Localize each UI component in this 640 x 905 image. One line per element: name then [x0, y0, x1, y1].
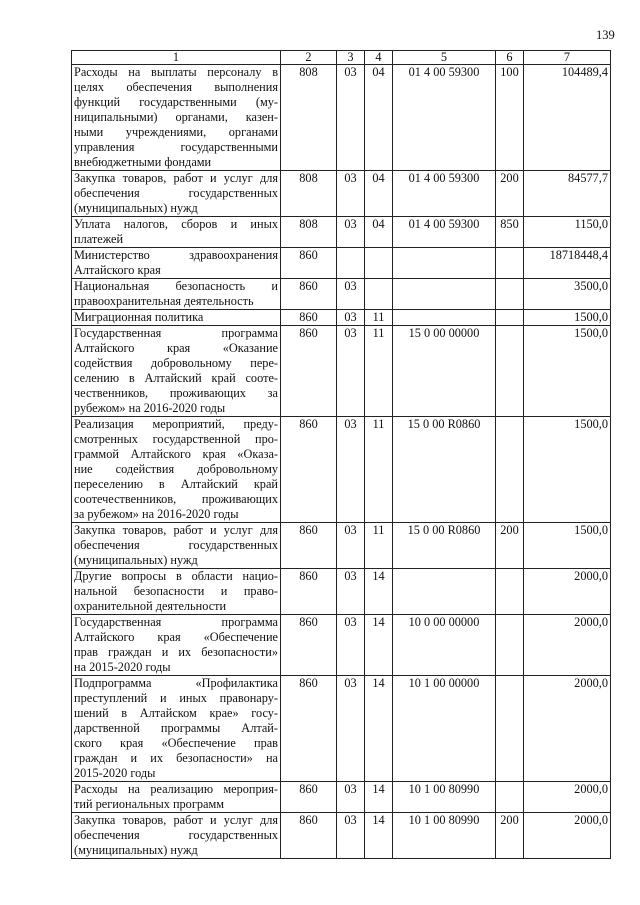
row-name-line: ние содействия добровольному: [74, 462, 278, 476]
row-name-cell: [72, 279, 281, 310]
row-name-line: Национальная безопасность и: [74, 279, 278, 293]
row-name-line: содействия добровольному пере-: [74, 356, 278, 370]
header-col-6: 6: [496, 51, 524, 65]
sum-cell: 1500,0: [524, 417, 611, 523]
vr-cell: [496, 310, 524, 326]
rz-cell: 03: [337, 523, 365, 569]
csr-cell: 10 1 00 00000: [393, 676, 496, 782]
vr-cell: 200: [496, 171, 524, 217]
csr-cell: 15 0 00 R0860: [393, 417, 496, 523]
row-name-line: Миграционная политика: [74, 310, 204, 324]
rz-cell: 03: [337, 310, 365, 326]
row-name-line: Алтайского края: [74, 263, 161, 277]
vr-cell: [496, 676, 524, 782]
ved-cell: 808: [281, 217, 337, 248]
csr-cell: 01 4 00 59300: [393, 217, 496, 248]
pr-cell: 14: [365, 676, 393, 782]
csr-cell: 15 0 00 R0860: [393, 523, 496, 569]
header-col-5: 5: [393, 51, 496, 65]
header-col-1: 1: [72, 51, 281, 65]
table-row: [72, 279, 611, 310]
ved-cell: 860: [281, 676, 337, 782]
pr-cell: 04: [365, 217, 393, 248]
row-name-line: Расходы на реализацию мероприя-: [74, 782, 278, 796]
sum-cell: 104489,4: [524, 65, 611, 171]
header-col-3: 3: [337, 51, 365, 65]
row-name-cell: [72, 326, 281, 417]
pr-cell: 14: [365, 782, 393, 813]
page-number: 139: [596, 28, 615, 42]
row-name-line: Реализация мероприятий, преду-: [74, 417, 278, 431]
vr-cell: 850: [496, 217, 524, 248]
vr-cell: 200: [496, 523, 524, 569]
rz-cell: 03: [337, 279, 365, 310]
row-name-line: селению в Алтайский край сооте-: [74, 371, 278, 385]
csr-cell: [393, 279, 496, 310]
ved-cell: 860: [281, 615, 337, 676]
row-name-cell: [72, 676, 281, 782]
header-col-4: 4: [365, 51, 393, 65]
pr-cell: [365, 248, 393, 279]
row-name-line: Уплата налогов, сборов и иных: [74, 217, 278, 231]
row-name-line: граждан и их безопасности» на: [74, 751, 278, 765]
table-row: [72, 523, 611, 569]
row-name-line: обеспечения государственных: [74, 538, 278, 552]
vr-cell: [496, 615, 524, 676]
pr-cell: 11: [365, 523, 393, 569]
row-name-line: смотренных государственной про-: [74, 432, 278, 446]
row-name-line: платежей: [74, 232, 124, 246]
row-name-cell: [72, 248, 281, 279]
pr-cell: [365, 279, 393, 310]
pr-cell: 04: [365, 171, 393, 217]
row-name-line: рубежом» на 2016-2020 годы: [74, 401, 226, 415]
table-row: [72, 65, 611, 171]
csr-cell: 10 0 00 00000: [393, 615, 496, 676]
row-name-cell: [72, 615, 281, 676]
row-name-line: функций государственными (му-: [74, 95, 278, 109]
sum-cell: 2000,0: [524, 615, 611, 676]
row-name-line: (муниципальных) нужд: [74, 843, 198, 857]
csr-cell: 01 4 00 59300: [393, 65, 496, 171]
rz-cell: 03: [337, 615, 365, 676]
ved-cell: 860: [281, 782, 337, 813]
row-name-line: преступлений и иных правонару-: [74, 691, 278, 705]
rz-cell: 03: [337, 65, 365, 171]
sum-cell: 1500,0: [524, 310, 611, 326]
table-row: [72, 615, 611, 676]
row-name-line: Государственная программа: [74, 326, 278, 340]
csr-cell: [393, 248, 496, 279]
rz-cell: [337, 248, 365, 279]
row-name-line: Государственная программа: [74, 615, 278, 629]
budget-table: [71, 50, 611, 859]
sum-cell: 2000,0: [524, 569, 611, 615]
row-name-line: тий региональных программ: [74, 797, 225, 811]
sum-cell: 2000,0: [524, 782, 611, 813]
sum-cell: 1500,0: [524, 326, 611, 417]
rz-cell: 03: [337, 326, 365, 417]
table-row: [72, 813, 611, 859]
ved-cell: 860: [281, 813, 337, 859]
row-name-line: Закупка товаров, работ и услуг для: [74, 813, 278, 827]
csr-cell: [393, 569, 496, 615]
table-header-row: [72, 51, 611, 65]
row-name-line: нальной безопасности и право-: [74, 584, 278, 598]
sum-cell: 1150,0: [524, 217, 611, 248]
row-name-line: обеспечения государственных: [74, 828, 278, 842]
rz-cell: 03: [337, 782, 365, 813]
row-name-line: граммой Алтайского края «Оказа-: [74, 447, 278, 461]
row-name-line: ными учреждениями, органами: [74, 125, 278, 139]
csr-cell: 01 4 00 59300: [393, 171, 496, 217]
ved-cell: 808: [281, 171, 337, 217]
rz-cell: 03: [337, 676, 365, 782]
row-name-cell: [72, 417, 281, 523]
ved-cell: 808: [281, 65, 337, 171]
sum-cell: 84577,7: [524, 171, 611, 217]
header-col-7: 7: [524, 51, 611, 65]
vr-cell: [496, 417, 524, 523]
sum-cell: 3500,0: [524, 279, 611, 310]
table-row: [72, 248, 611, 279]
ved-cell: 860: [281, 523, 337, 569]
row-name-line: ниципальными) органами, казен-: [74, 110, 278, 124]
row-name-line: соотечественников, проживающих: [74, 492, 278, 506]
header-col-2: 2: [281, 51, 337, 65]
row-name-line: Другие вопросы в области нацио-: [74, 569, 278, 583]
row-name-line: Министерство здравоохранения: [74, 248, 278, 262]
ved-cell: 860: [281, 310, 337, 326]
table-row: [72, 569, 611, 615]
csr-cell: 15 0 00 00000: [393, 326, 496, 417]
table-row: [72, 676, 611, 782]
csr-cell: [393, 310, 496, 326]
row-name-line: внебюджетными фондами: [74, 155, 212, 169]
rz-cell: 03: [337, 813, 365, 859]
ved-cell: 860: [281, 417, 337, 523]
sum-cell: 1500,0: [524, 523, 611, 569]
row-name-cell: [72, 171, 281, 217]
row-name-line: чественников, проживающих за: [74, 386, 278, 400]
pr-cell: 14: [365, 615, 393, 676]
row-name-line: (муниципальных) нужд: [74, 553, 198, 567]
row-name-line: Расходы на выплаты персоналу в: [74, 65, 278, 79]
row-name-line: целях обеспечения выполнения: [74, 80, 278, 94]
rz-cell: 03: [337, 171, 365, 217]
row-name-cell: [72, 65, 281, 171]
row-name-line: шений в Алтайском крае» госу-: [74, 706, 278, 720]
sum-cell: 2000,0: [524, 676, 611, 782]
row-name-cell: [72, 782, 281, 813]
table-row: [72, 782, 611, 813]
row-name-line: прав граждан и их безопасности»: [74, 645, 278, 659]
row-name-cell: [72, 569, 281, 615]
row-name-line: правоохранительная деятельность: [74, 294, 254, 308]
table-row: [72, 217, 611, 248]
row-name-line: переселению в Алтайский край: [74, 477, 278, 491]
ved-cell: 860: [281, 248, 337, 279]
ved-cell: 860: [281, 326, 337, 417]
rz-cell: 03: [337, 217, 365, 248]
row-name-line: Подпрограмма «Профилактика: [74, 676, 278, 690]
row-name-line: управления государственными: [74, 140, 278, 154]
row-name-line: ского края «Обеспечение прав: [74, 736, 278, 750]
rz-cell: 03: [337, 417, 365, 523]
vr-cell: [496, 782, 524, 813]
row-name-line: за рубежом» на 2016-2020 годы: [74, 507, 239, 521]
vr-cell: 200: [496, 813, 524, 859]
table-row: [72, 417, 611, 523]
row-name-line: 2015-2020 годы: [74, 766, 156, 780]
row-name-line: Алтайского края «Обеспечение: [74, 630, 278, 644]
row-name-cell: [72, 217, 281, 248]
pr-cell: 04: [365, 65, 393, 171]
sum-cell: 2000,0: [524, 813, 611, 859]
row-name-line: (муниципальных) нужд: [74, 201, 198, 215]
table-row: [72, 326, 611, 417]
vr-cell: [496, 248, 524, 279]
row-name-cell: [72, 813, 281, 859]
rz-cell: 03: [337, 569, 365, 615]
pr-cell: 11: [365, 310, 393, 326]
csr-cell: 10 1 00 80990: [393, 782, 496, 813]
vr-cell: 100: [496, 65, 524, 171]
pr-cell: 11: [365, 417, 393, 523]
row-name-line: обеспечения государственных: [74, 186, 278, 200]
row-name-line: охранительной деятельности: [74, 599, 227, 613]
sum-cell: 18718448,4: [524, 248, 611, 279]
row-name-line: на 2015-2020 годы: [74, 660, 171, 674]
vr-cell: [496, 279, 524, 310]
row-name-line: Закупка товаров, работ и услуг для: [74, 523, 278, 537]
row-name-line: Алтайского края «Оказание: [74, 341, 278, 355]
ved-cell: 860: [281, 569, 337, 615]
table-row: [72, 171, 611, 217]
ved-cell: 860: [281, 279, 337, 310]
vr-cell: [496, 569, 524, 615]
row-name-cell: [72, 523, 281, 569]
pr-cell: 11: [365, 326, 393, 417]
row-name-line: Закупка товаров, работ и услуг для: [74, 171, 278, 185]
pr-cell: 14: [365, 813, 393, 859]
row-name-cell: [72, 310, 281, 326]
table-body: [72, 65, 611, 859]
table-row: [72, 310, 611, 326]
csr-cell: 10 1 00 80990: [393, 813, 496, 859]
pr-cell: 14: [365, 569, 393, 615]
vr-cell: [496, 326, 524, 417]
row-name-line: дарственной программы Алтай-: [74, 721, 278, 735]
